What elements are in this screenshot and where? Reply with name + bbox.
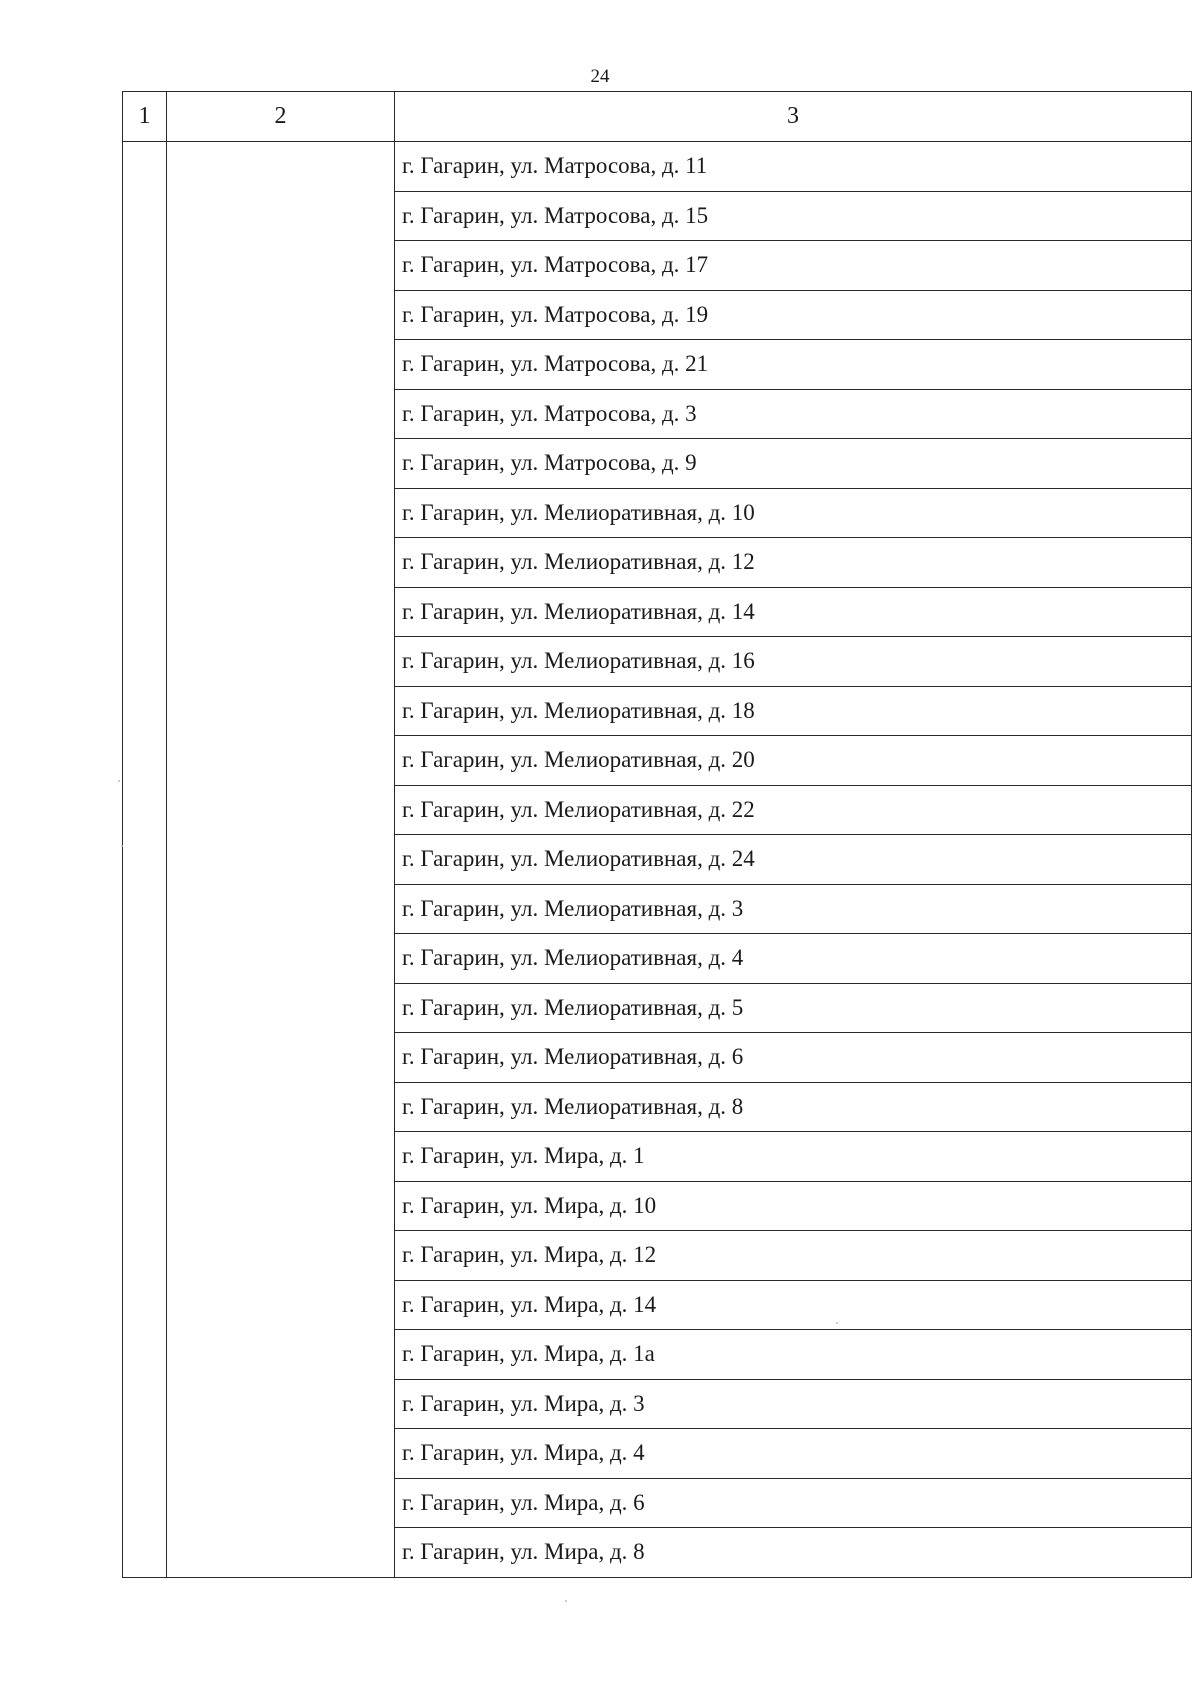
address-cell: г. Гагарин, ул. Матросова, д. 9 bbox=[395, 439, 1192, 489]
header-col-1: 1 bbox=[123, 92, 167, 142]
address-cell: г. Гагарин, ул. Мелиоративная, д. 12 bbox=[395, 538, 1192, 588]
address-cell: г. Гагарин, ул. Мира, д. 1 bbox=[395, 1132, 1192, 1182]
address-cell: г. Гагарин, ул. Мира, д. 10 bbox=[395, 1181, 1192, 1231]
cell-col-1 bbox=[123, 142, 167, 1578]
scan-artifact bbox=[565, 1600, 567, 1602]
address-cell: г. Гагарин, ул. Мира, д. 6 bbox=[395, 1478, 1192, 1528]
address-cell: г. Гагарин, ул. Мелиоративная, д. 14 bbox=[395, 587, 1192, 637]
header-row bbox=[123, 92, 1192, 142]
scan-artifact bbox=[118, 780, 120, 782]
address-cell: г. Гагарин, ул. Мира, д. 8 bbox=[395, 1528, 1192, 1578]
address-cell: г. Гагарин, ул. Матросова, д. 3 bbox=[395, 389, 1192, 439]
table-row bbox=[123, 142, 1192, 192]
address-cell: г. Гагарин, ул. Мелиоративная, д. 24 bbox=[395, 835, 1192, 885]
address-cell: г. Гагарин, ул. Мелиоративная, д. 10 bbox=[395, 488, 1192, 538]
address-cell: г. Гагарин, ул. Мелиоративная, д. 22 bbox=[395, 785, 1192, 835]
table-body bbox=[123, 142, 1192, 1578]
scan-artifact bbox=[121, 845, 123, 847]
address-cell: г. Гагарин, ул. Мира, д. 14 bbox=[395, 1280, 1192, 1330]
address-cell: г. Гагарин, ул. Матросова, д. 15 bbox=[395, 191, 1192, 241]
address-cell: г. Гагарин, ул. Мелиоративная, д. 18 bbox=[395, 686, 1192, 736]
address-cell: г. Гагарин, ул. Мира, д. 4 bbox=[395, 1429, 1192, 1479]
address-cell: г. Гагарин, ул. Мелиоративная, д. 3 bbox=[395, 884, 1192, 934]
table-header bbox=[123, 92, 1192, 142]
address-cell: г. Гагарин, ул. Матросова, д. 19 bbox=[395, 290, 1192, 340]
address-cell: г. Гагарин, ул. Мелиоративная, д. 16 bbox=[395, 637, 1192, 687]
address-cell: г. Гагарин, ул. Мира, д. 1а bbox=[395, 1330, 1192, 1380]
address-cell: г. Гагарин, ул. Мелиоративная, д. 5 bbox=[395, 983, 1192, 1033]
address-cell: г. Гагарин, ул. Матросова, д. 11 bbox=[395, 142, 1192, 192]
header-col-3: 3 bbox=[395, 92, 1192, 142]
address-cell: г. Гагарин, ул. Мелиоративная, д. 8 bbox=[395, 1082, 1192, 1132]
cell-col-2 bbox=[167, 142, 395, 1578]
address-cell: г. Гагарин, ул. Мелиоративная, д. 4 bbox=[395, 934, 1192, 984]
address-cell: г. Гагарин, ул. Мелиоративная, д. 6 bbox=[395, 1033, 1192, 1083]
header-col-2: 2 bbox=[167, 92, 395, 142]
address-cell: г. Гагарин, ул. Мира, д. 3 bbox=[395, 1379, 1192, 1429]
address-cell: г. Гагарин, ул. Матросова, д. 17 bbox=[395, 241, 1192, 291]
page-number: 24 bbox=[590, 66, 610, 87]
scan-artifact bbox=[836, 1322, 838, 1324]
address-cell: г. Гагарин, ул. Мелиоративная, д. 20 bbox=[395, 736, 1192, 786]
address-cell: г. Гагарин, ул. Матросова, д. 21 bbox=[395, 340, 1192, 390]
address-table bbox=[122, 91, 1192, 1578]
address-cell: г. Гагарин, ул. Мира, д. 12 bbox=[395, 1231, 1192, 1281]
